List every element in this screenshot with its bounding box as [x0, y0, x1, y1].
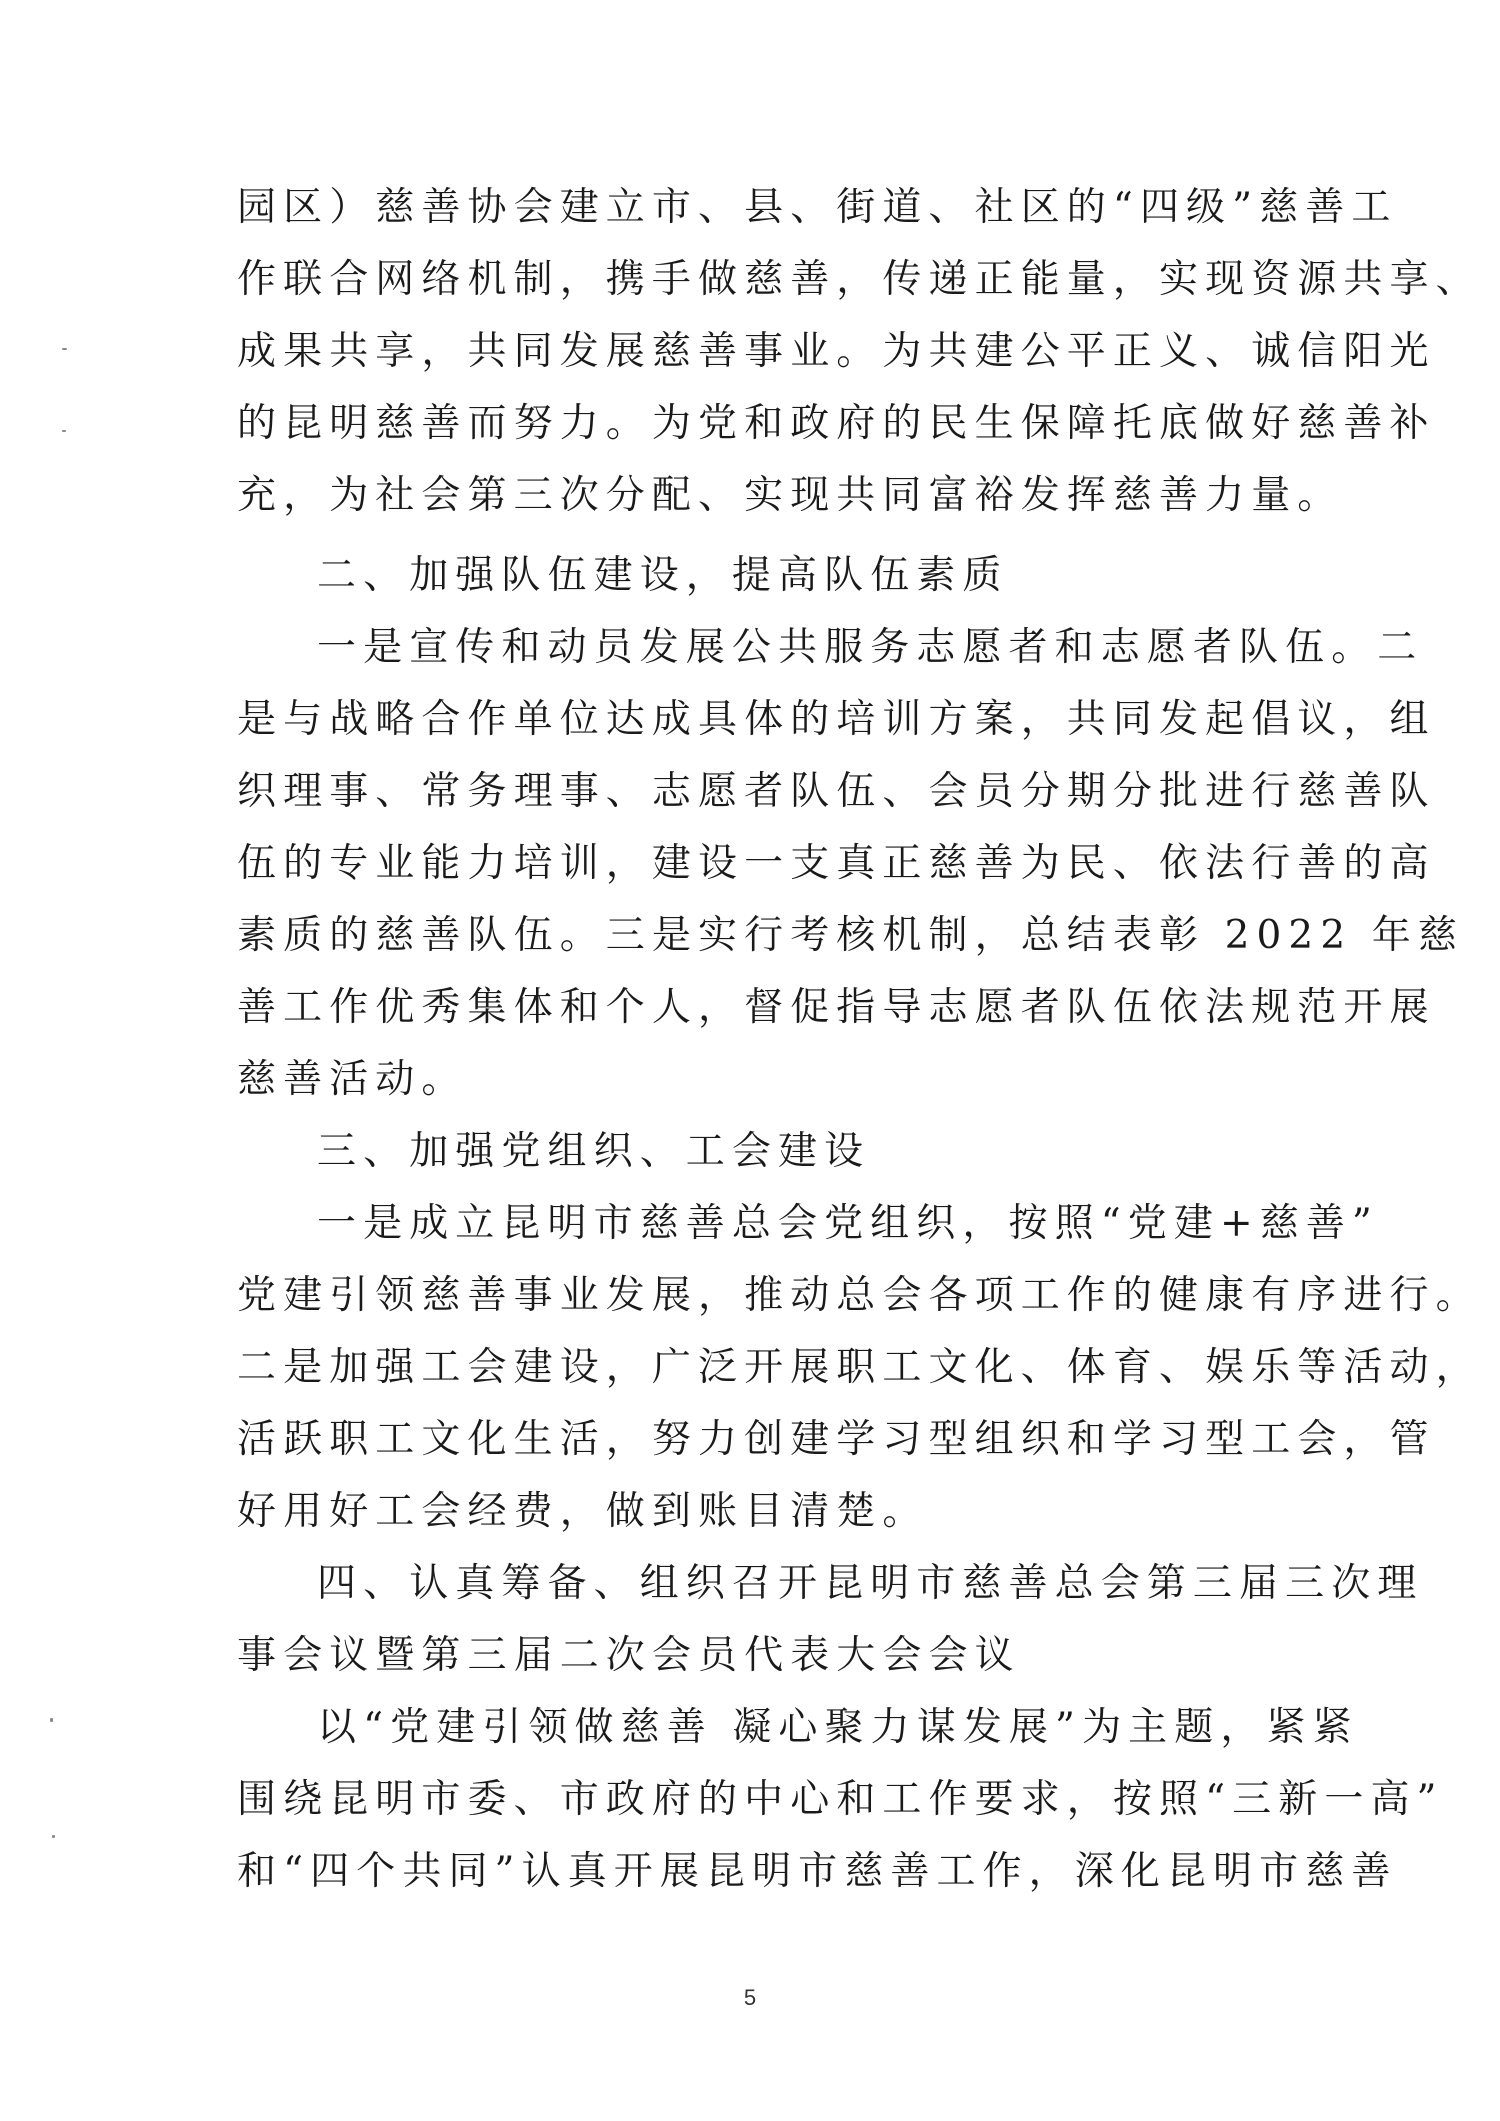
paragraph-line: 活跃职工文化生活，努力创建学习型组织和学习型工会，管 [237, 1417, 1436, 1462]
paragraph-line: 一是成立昆明市慈善总会党组织，按照“党建+慈善” [317, 1201, 1379, 1246]
section-heading-4: 四、认真筹备、组织召开昆明市慈善总会第三届三次理 [317, 1561, 1424, 1606]
paragraph-line: 一是宣传和动员发展公共服务志愿者和志愿者队伍。二 [317, 625, 1424, 670]
section-heading-2: 二、加强队伍建设，提高队伍素质 [317, 553, 1009, 598]
paragraph-line: 和“四个共同”认真开展昆明市慈善工作，深化昆明市慈善 [237, 1849, 1398, 1894]
scan-speck [62, 348, 67, 350]
paragraph-line: 素质的慈善队伍。三是实行考核机制，总结表彰 2022 年慈 [237, 913, 1464, 958]
section-heading-4-continued: 事会议暨第三届二次会员代表大会会议 [237, 1633, 1021, 1678]
paragraph-line: 的昆明慈善而努力。为党和政府的民生保障托底做好慈善补 [237, 401, 1436, 446]
paragraph-line: 党建引领慈善事业发展，推动总会各项工作的健康有序进行。 [237, 1273, 1482, 1318]
scan-speck [62, 430, 66, 432]
page-number: 5 [743, 1985, 757, 2010]
paragraph-line: 善工作优秀集体和个人，督促指导志愿者队伍依法规范开展 [237, 985, 1436, 1030]
section-heading-3: 三、加强党组织、工会建设 [317, 1129, 871, 1174]
paragraph-line: 是与战略合作单位达成具体的培训方案，共同发起倡议，组 [237, 697, 1436, 742]
paragraph-line: 园区）慈善协会建立市、县、街道、社区的“四级”慈善工 [237, 185, 1398, 230]
paragraph-line: 伍的专业能力培训，建设一支真正慈善为民、依法行善的高 [237, 841, 1436, 886]
document-body [237, 172, 1482, 1908]
paragraph-line: 织理事、常务理事、志愿者队伍、会员分期分批进行慈善队 [237, 769, 1436, 814]
paragraph-line: 以“党建引领做慈善 凝心聚力谋发展”为主题，紧紧 [317, 1705, 1359, 1750]
scan-speck [52, 1835, 55, 1838]
paragraph-line: 围绕昆明市委、市政府的中心和工作要求，按照“三新一高” [237, 1777, 1444, 1822]
paragraph-line: 慈善活动。 [237, 1057, 468, 1102]
scan-speck [50, 1718, 53, 1722]
paragraph-line: 好用好工会经费，做到账目清楚。 [237, 1489, 929, 1534]
paragraph-line: 二是加强工会建设，广泛开展职工文化、体育、娱乐等活动， [237, 1345, 1482, 1390]
paragraph-line: 作联合网络机制，携手做慈善，传递正能量，实现资源共享、 [237, 257, 1482, 302]
paragraph-line: 充，为社会第三次分配、实现共同富裕发挥慈善力量。 [237, 473, 1344, 518]
paragraph-line: 成果共享，共同发展慈善事业。为共建公平正义、诚信阳光 [237, 329, 1436, 374]
